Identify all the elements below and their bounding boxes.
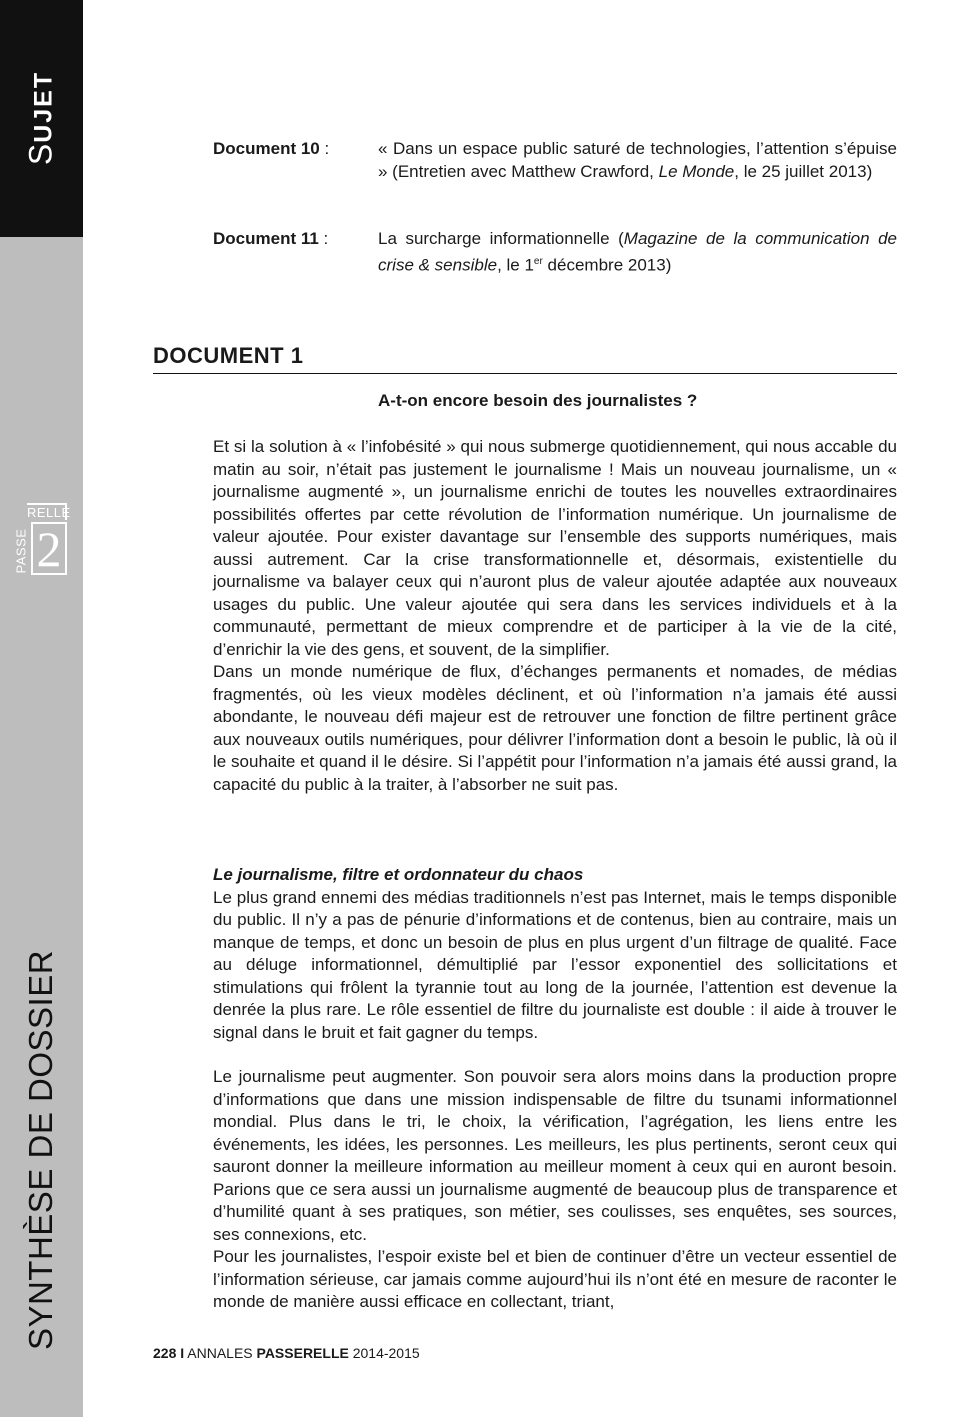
logo-passe-text: PASSE bbox=[13, 528, 29, 574]
body-section-3 bbox=[213, 1066, 897, 1314]
sujet-rest: UJET bbox=[29, 70, 58, 143]
sidebar-sujet-label bbox=[23, 71, 60, 165]
paragraph: Dans un monde numérique de flux, d’échanges permanents et nomades, de médias fragmentés, où les vieux modèles déclinent, et où l’information n’a jamais été aussi abondante, le nouveau défi majeur est de retrouver une fonction de filtre pertinent grâce aux nouveaux outils numériques, pour délivrer l’information dont a besoin le public, là où il le souhaite et quand il le désire. Si l’appétit pour l’information n’a jamais été aussi grand, la capacité du public à la traiter, à l’absorber ne suit pas. bbox=[213, 662, 897, 794]
footer-years: 2014-2015 bbox=[352, 1345, 420, 1361]
paragraph: Pour les journalistes, l’espoir existe bel et bien de continuer d’être un vecteur essentiel de l’information sérieuse, car jamais comme aujourd’hui ils n’ont été en mesure de raconter le monde de manière aussi efficace en collectant, triant, bbox=[213, 1247, 897, 1311]
reference-text: « Dans un espace public saturé de technologies, l’attention s’épuise » (Entretien avec Matthew Crawford, Le Monde, le 25 juillet 2013) bbox=[378, 139, 897, 181]
logo-number: 2 bbox=[31, 522, 67, 575]
sujet-initial: S bbox=[22, 142, 59, 166]
body-section-1 bbox=[213, 436, 897, 796]
document-title: A-t-on encore besoin des journalistes ? bbox=[378, 391, 698, 410]
reference-label: Document 10 : bbox=[213, 139, 330, 158]
footer-annales: ANNALES bbox=[187, 1345, 253, 1361]
reference-document-10 bbox=[213, 138, 897, 183]
section-subheading: Le journalisme, filtre et ordonnateur du chaos bbox=[213, 865, 584, 884]
reference-label: Document 11 : bbox=[213, 229, 329, 248]
reference-document-11 bbox=[213, 228, 897, 277]
body-section-2 bbox=[213, 864, 897, 1044]
reference-text: La surcharge informationnelle (Magazine de la communication de crise & sensible, le 1er décembre 2013) bbox=[378, 229, 897, 275]
footer-brand: PASSERELLE bbox=[256, 1345, 349, 1361]
sidebar-section-label: SYNTHÈSE DE DOSSIER bbox=[22, 949, 59, 1351]
paragraph: Et si la solution à « l’infobésité » qui nous submerge quotidiennement, qui nous accable du matin au soir, n’était pas justement le journalisme ! Mais un nouveau journalisme, un « journalisme augmenté », un journalisme enrichi de toutes les nouvelles extraordinaires possibilités offertes par cette révolution de l’information numérique. Un journalisme de valeur ajoutée. Pour exister davantage sur l’ensemble des supports numériques, mais aussi autrement. Car la crise transformationnelle et, désormais, existentielle du journalisme va balayer ceux qui n’auront plus de valeur ajoutée adaptée aux nouveaux usages du public. Une valeur ajoutée qui sera dans les services individuels et à la communauté, permettant de mieux comprendre et de participer à la vie de la cité, d’enrichir la vie des gens, et souvent, de la simplifier. bbox=[213, 437, 897, 659]
paragraph: Le plus grand ennemi des médias traditionnels n’est pas Internet, mais le temps disponible du public. Il n’y a pas de pénurie d’informations et de contenus, bien au contraire, mais un manque de temps, et donc un besoin de plus en plus urgent d’un filtrage de qualité. Face au déluge informationnel, démultiplié par l’essor exponentiel des sollicitations et stimulations qui frôlent la tyrannie tout au long de la journée, l’attention est devenue la denrée la plus rare. Le rôle essentiel de filtre du journaliste est double : il aide à trouver le signal dans le bruit et fait gagner du temps. bbox=[213, 887, 897, 1042]
page-footer bbox=[153, 1345, 420, 1361]
paragraph: Le journalisme peut augmenter. Son pouvoir sera alors moins dans la production propre d’informations que dans une mission indispensable de filtre du tsunami informationnel mondial. Plus dans le tri, le choix, la vérification, l’agrégation, les liens entre les événements, les idées, les personnes. Les meilleurs, les plus pertinents, seront ceux qui sauront donner la meilleure information au meilleur moment à ceux qui en auront besoin. Parions que ce sera aussi un journalisme augmenté de beaucoup plus de transparence et d’humilité quant à ses pratiques, son métier, ses coulisses, ses enquêtes, ses sources, ses connexions, etc. bbox=[213, 1067, 897, 1244]
logo-relle-text: RELLE bbox=[27, 505, 71, 520]
footer-separator: I bbox=[180, 1345, 185, 1361]
document-heading: DOCUMENT 1 bbox=[153, 343, 897, 374]
page-number: 228 bbox=[153, 1345, 177, 1361]
passerelle-logo bbox=[13, 503, 71, 579]
